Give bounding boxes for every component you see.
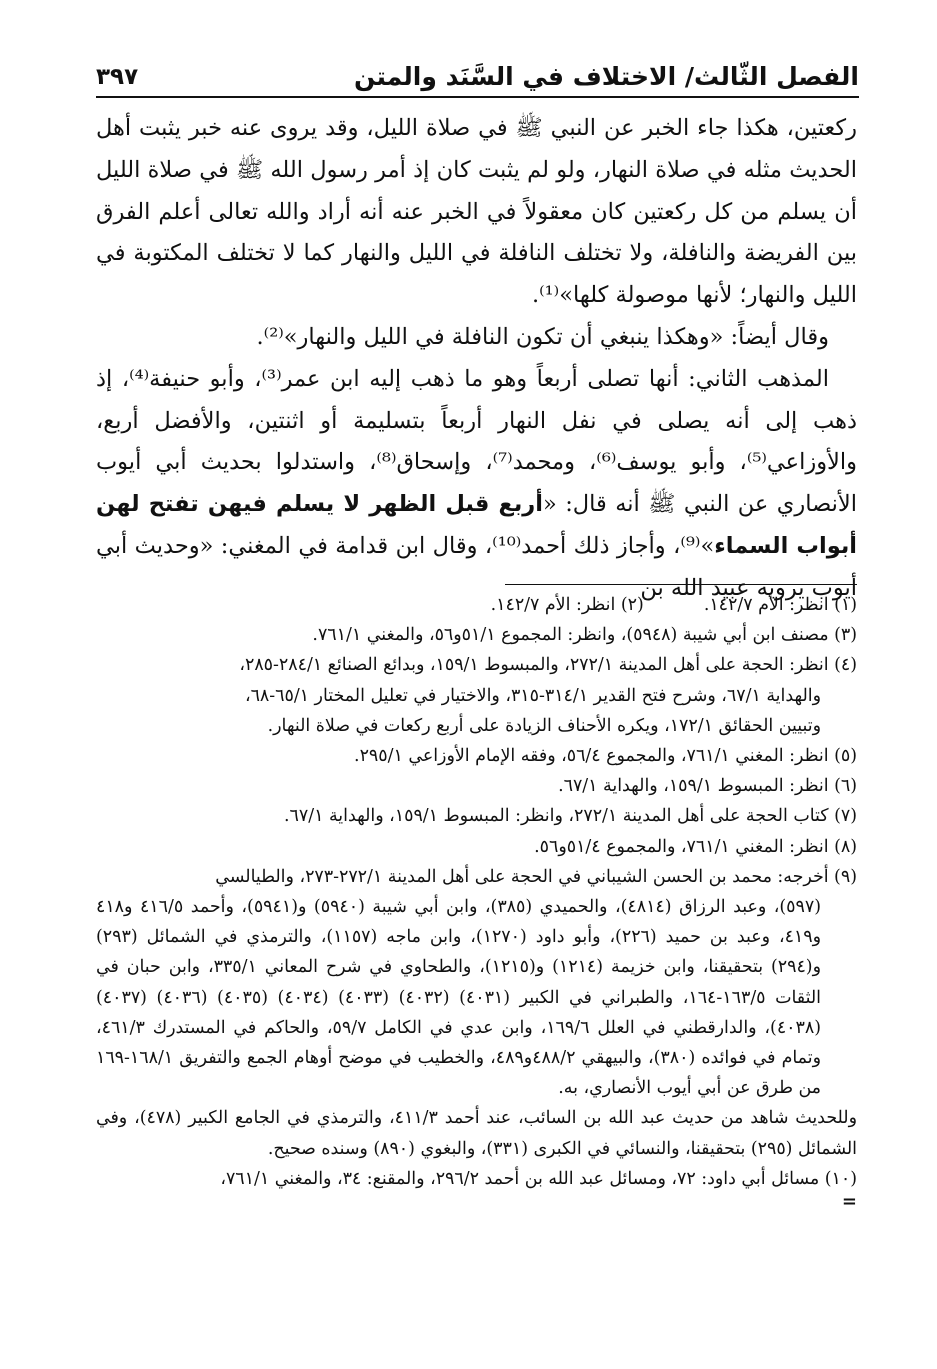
continuation-mark: = bbox=[841, 1191, 857, 1213]
page-number: ٣٩٧ bbox=[96, 64, 139, 90]
footnote-8: (٨) انظر: المغني ٧٦١/١، والمجموع ٥١/٤و٥٦. bbox=[534, 836, 857, 857]
paragraph-3 bbox=[96, 359, 857, 610]
paragraph-1: ركعتين، هكذا جاء الخبر عن النبي ﷺ في صلاة الليل، وقد يروى عنه خبر يثبت أهل الحديث مثله في صلاة النهار، ولو لم يثبت كان إذ أمر رسول الله ﷺ في صلاة الليل أن يسلم من كل ركعتين كان معقولاً في الخبر عنه أنه أراد والله تعالى أعلم الفرق بين الفريضة والنافلة، ولا تختلف النافلة في الليل والنهار كما لا تختلف المكتوبة في الليل والنهار؛ لأنها موصولة كلها»⁽¹⁾. bbox=[96, 115, 857, 309]
main-text bbox=[96, 108, 857, 610]
chapter-title: الفصل الثّالث/ الاختلاف في السَّنَد والمتن bbox=[353, 62, 859, 91]
footnote-4-cont-2: وتبيين الحقائق ١٧٢/١، ويكره الأحناف الزيادة على أربع ركعات في صلاة النهار. bbox=[267, 715, 821, 736]
paragraph-3-end: »⁽⁹⁾، وأجاز ذلك أحمد⁽¹⁰⁾، وقال ابن قدامة في المغني: «وحديث أبي أيوب يرويه عبيد الله بن bbox=[96, 532, 857, 601]
footnote-separator bbox=[505, 584, 857, 585]
footnote-4: (٤) انظر: الحجة على أهل المدينة ٢٧٢/١، والمبسوط ١٥٩/١، وبدائع الصنائع ٢٨٤/١-٢٨٥، bbox=[239, 655, 857, 676]
footnote-row-1-2 bbox=[96, 590, 857, 620]
footnote-2: (٢) انظر: الأم ١٤٢/٧. bbox=[490, 595, 644, 615]
paragraph-3-start: المذهب الثاني: أنها تصلى أربعاً وهو ما ذهب إليه ابن عمر⁽³⁾، وأبو حنيفة⁽⁴⁾، إذ ذهب إلى أنه يصلى في نفل النهار أربعاً بتسليمة أو اثنتين، والأفضل أربع، والأوزاعي⁽⁵⁾، وأبو يوسف⁽⁶⁾، ومحمد⁽⁷⁾، وإسحاق⁽⁸⁾، واستدلوا بحديث أبي أيوب الأنصاري عن النبي ﷺ أنه قال: « bbox=[96, 365, 858, 518]
footnote-5: (٥) انظر: المغني ٧٦١/١، والمجموع ٥٦/٤، وفقه الإمام الأوزاعي ٢٩٥/١. bbox=[354, 746, 857, 767]
footnote-7: (٧) كتاب الحجة على أهل المدينة ٢٧٢/١، وانظر: المبسوط ١٥٩/١، والهداية ٦٧/١. bbox=[284, 806, 857, 827]
paragraph-2: وقال أيضاً: «وهكذا ينبغي أن تكون النافلة في الليل والنهار»⁽²⁾. bbox=[256, 323, 829, 350]
footnote-10: (١٠) مسائل أبي داود: ٧٢، ومسائل عبد الله بن أحمد ٢٩٦/٢، والمقنع: ٣٤، والمغني ٧٦١/١، bbox=[220, 1168, 857, 1189]
page-header bbox=[96, 52, 859, 98]
footnote-4-cont-1: والهداية ٦٧/١، وشرح فتح القدير ٣١٤/١-٣١٥، والاختيار في تعليل المختار ٦٥/١-٦٨، bbox=[244, 685, 821, 706]
footnote-6: (٦) انظر: المبسوط ١٥٩/١، والهداية ٦٧/١. bbox=[558, 776, 857, 797]
footnote-1: (١) انظر: الأم ١٤٢/٧. bbox=[703, 595, 857, 615]
footnote-3: (٣) مصنف ابن أبي شيبة (٥٩٤٨)، وانظر: المجموع ٥١/١و٥٦، والمغني ٧٦١/١. bbox=[312, 625, 857, 646]
footnotes bbox=[96, 590, 857, 1213]
footnote-9-cont: (٥٩٧)، وعبد الرزاق (٤٨١٤)، والحميدي (٣٨٥)، وابن أبي شيبة (٥٩٤٠) و(٥٩٤١)، وأحمد ٤١٦/٥ و٤١٨ و٤١٩، وعبد بن حميد (٢٢٦)، وأبو داود (١٢٧٠)، وابن ماجه (١١٥٧)، والترمذي في الشمائل (٢٩٣) و(٢٩٤) بتحقيقنا، وابن خزيمة (١٢١٤) و(١٢١٥)، والطحاوي في شرح المعاني ٣٣٥/١، وابن حبان في الثقات ١٦٣/٥-١٦٤، والطبراني في الكبير (٤٠٣١) (٤٠٣٢) (٤٠٣٣) (٤٠٣٤) (٤٠٣٥) (٤٠٣٦) (٤٠٣٧) (٤٠٣٨)، والدارقطني في العلل ١٦٩/٦، وابن عدي في الكامل ٥٩/٧، والحاكم في المستدرك ٤٦١/٣، وتمام في فوائده (٣٨٠)، والبيهقي ٤٨٨/٢و٤٨٩، والخطيب في موضح أوهام الجمع والتفريق ١٦٨/١-١٦٩ من طرق عن أبي أيوب الأنصاري، به. bbox=[96, 897, 822, 1099]
footnote-9: (٩) أخرجه: محمد بن الحسن الشيباني في الحجة على أهل المدينة ٢٧٢/١-٢٧٣، والطيالسي bbox=[215, 866, 857, 887]
footnote-9-witness: وللحديث شاهد من حديث عبد الله بن السائب، عند أحمد ٤١١/٣، والترمذي في الجامع الكبير (٤٧٨)، وفي الشمائل (٢٩٥) بتحقيقنا، والنسائي في الكبرى (٣٣١)، والبغوي (٨٩٠) وسنده صحيح. bbox=[96, 1108, 857, 1159]
hadith-quote: أربع قبل الظهر لا يسلم فيهن تفتح لهن أبواب السماء bbox=[96, 491, 858, 559]
